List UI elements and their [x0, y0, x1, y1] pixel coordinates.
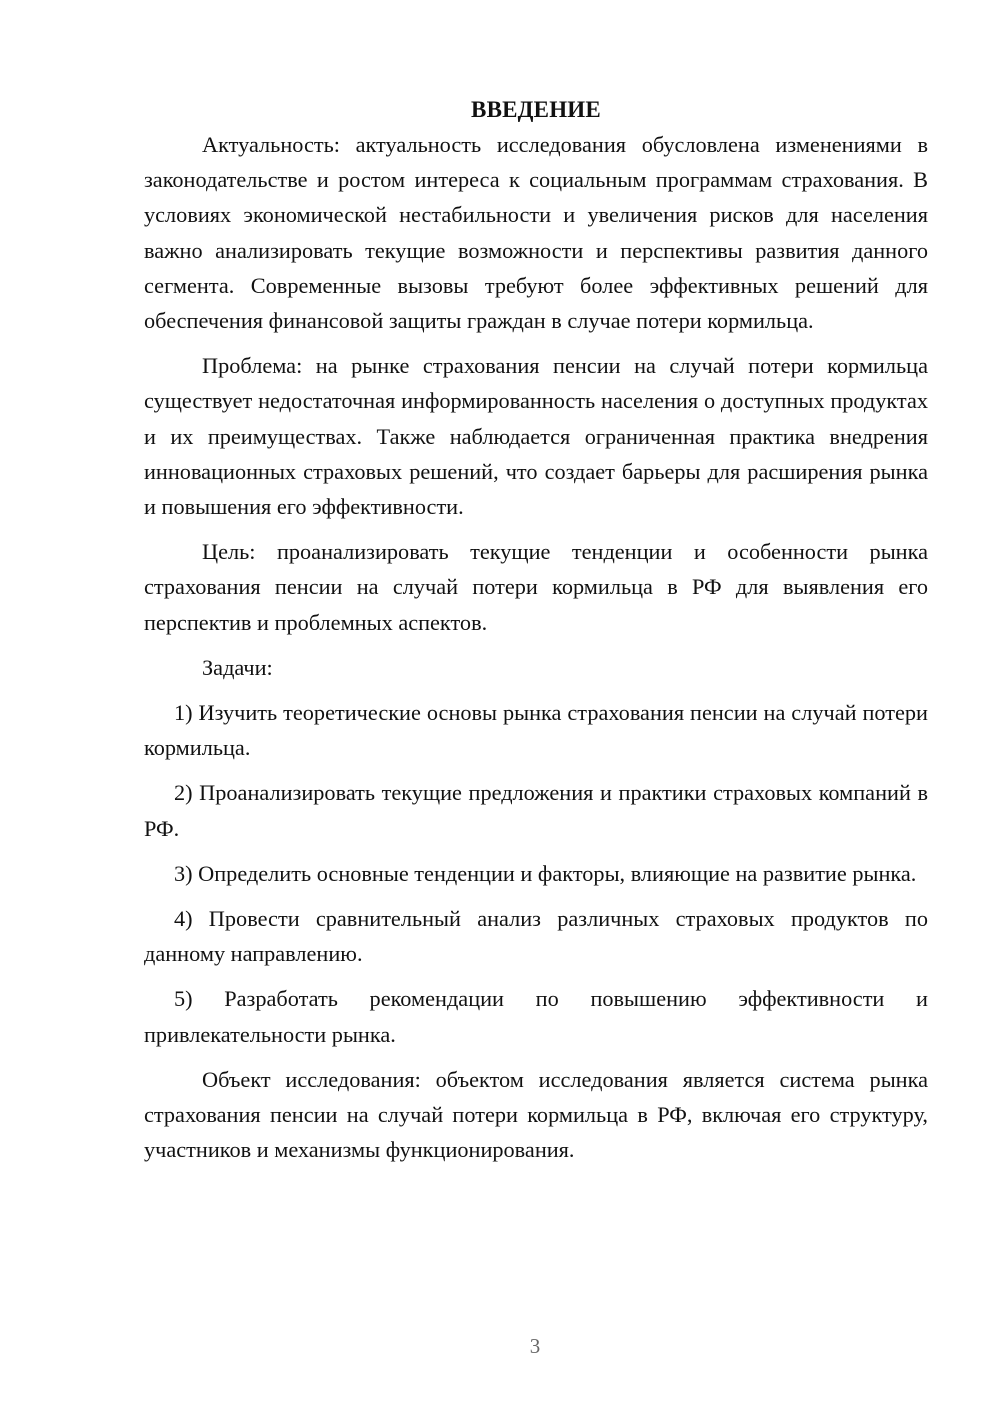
paragraph-goal: Цель: проанализировать текущие тенденции и особенности рынка страхования пенсии на случай потери кормильца в РФ для выявления его перспектив и проблемных аспектов. — [144, 539, 928, 635]
task-item: 3) Определить основные тенденции и факторы, влияющие на развитие рынка. — [174, 860, 917, 886]
task-item: 2) Проанализировать текущие предложения и практики страховых компаний в РФ. — [144, 780, 928, 841]
section-heading: ВВЕДЕНИЕ — [471, 97, 601, 122]
task-item: 5) Разработать рекомендации по повышению эффективности и привлекательности рынка. — [144, 986, 928, 1047]
paragraph-problem: Проблема: на рынке страхования пенсии на случай потери кормильца существует недостаточная информированность населения о доступных продуктах и их преимуществах. Также наблюдается ограниченная практика внедрения инновационных страховых решений, что создает барьеры для расширения рынка и повышения его эффективности. — [144, 353, 928, 520]
paragraph-object: Объект исследования: объектом исследования является система рынка страхования пенсии на случай потери кормильца в РФ, включая его структуру, участников и механизмы функционирования. — [144, 1066, 928, 1163]
paragraph-relevance: Актуальность: актуальность исследования обусловлена изменениями в законодательстве и ростом интереса к социальным программам страхования. В условиях экономической нестабильности и увеличения рисков для населения важно анализировать текущие возможности и перспективы развития данного сегмента. Современные вызовы требуют более эффективных решений для обеспечения финансовой защиты граждан в случае потери кормильца. — [144, 132, 928, 334]
task-item: 1) Изучить теоретические основы рынка страхования пенсии на случай потери кормильца. — [144, 700, 928, 761]
tasks-label: Задачи: — [202, 654, 273, 680]
document-page — [144, 92, 928, 1177]
task-item: 4) Провести сравнительный анализ различных страховых продуктов по данному направлению. — [144, 906, 928, 967]
page-number: 3 — [529, 1334, 541, 1358]
